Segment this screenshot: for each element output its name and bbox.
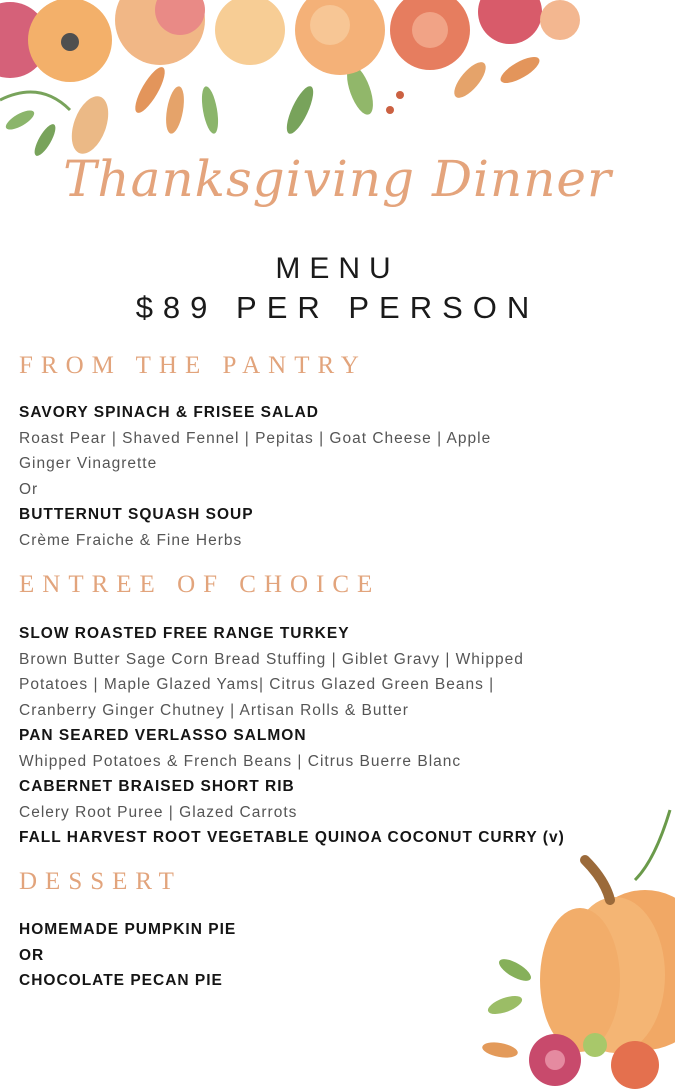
dish-name: BUTTERNUT SQUASH SOUP — [19, 506, 254, 523]
or-separator: OR — [19, 946, 45, 964]
dish-name: SLOW ROASTED FREE RANGE TURKEY — [19, 625, 350, 642]
dish-description: Brown Butter Sage Corn Bread Stuffing | Giblet Gravy | Whipped — [19, 650, 524, 668]
section-title-entree: ENTREE OF CHOICE — [19, 571, 381, 598]
dish-description: Cranberry Ginger Chutney | Artisan Rolls & Butter — [19, 701, 409, 719]
section-pantry-items — [19, 400, 669, 553]
dish-description: Roast Pear | Shaved Fennel | Pepitas | Goat Cheese | Apple — [19, 429, 492, 447]
section-entree-items — [19, 621, 669, 851]
dish-name: FALL HARVEST ROOT VEGETABLE QUINOA COCONUT CURRY (v) — [19, 829, 565, 846]
dish-description: Celery Root Puree | Glazed Carrots — [19, 803, 298, 821]
dish-name: CHOCOLATE PECAN PIE — [19, 972, 223, 989]
dish-name: SAVORY SPINACH & FRISEE SALAD — [19, 404, 320, 421]
dish-description: Whipped Potatoes & French Beans | Citrus Buerre Blanc — [19, 752, 462, 770]
dish-name: CABERNET BRAISED SHORT RIB — [19, 778, 295, 795]
menu-heading: MENU — [275, 252, 400, 285]
or-separator: Or — [19, 480, 39, 498]
dish-name: HOMEMADE PUMPKIN PIE — [19, 921, 237, 938]
dish-description: Ginger Vinagrette — [19, 455, 158, 472]
section-title-dessert: DESSERT — [19, 868, 182, 895]
section-dessert-items — [19, 917, 669, 994]
price-heading: $89 PER PERSON — [135, 290, 540, 325]
dish-name: PAN SEARED VERLASSO SALMON — [19, 727, 307, 744]
dish-description: Potatoes | Maple Glazed Yams| Citrus Glazed Green Beans | — [19, 676, 495, 693]
dish-description: Crème Fraiche & Fine Herbs — [19, 531, 243, 549]
script-title: Thanksgiving Dinner — [63, 150, 612, 208]
section-title-pantry: FROM THE PANTRY — [19, 352, 367, 379]
